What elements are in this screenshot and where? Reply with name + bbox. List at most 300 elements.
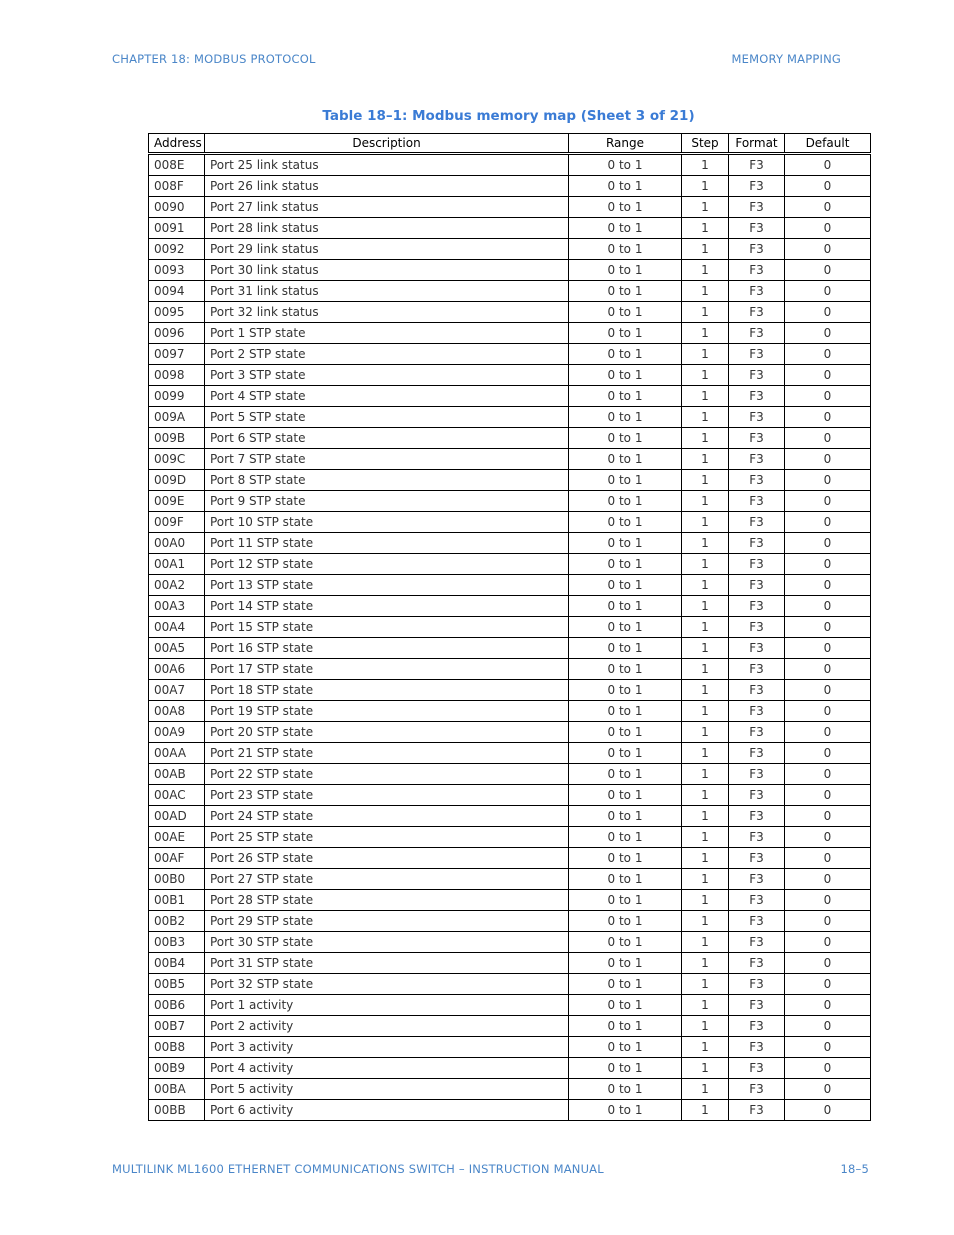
step-cell: 1 xyxy=(682,1079,729,1100)
table-row xyxy=(149,890,871,911)
address-cell: 008E xyxy=(149,154,205,176)
default-cell: 0 xyxy=(785,1058,871,1079)
range-cell: 0 to 1 xyxy=(569,154,682,176)
address-cell: 0098 xyxy=(149,365,205,386)
default-cell: 0 xyxy=(785,575,871,596)
default-cell: 0 xyxy=(785,281,871,302)
address-cell: 009E xyxy=(149,491,205,512)
table-row xyxy=(149,1079,871,1100)
default-cell: 0 xyxy=(785,407,871,428)
description-cell: Port 6 STP state xyxy=(205,428,569,449)
range-cell: 0 to 1 xyxy=(569,344,682,365)
range-cell: 0 to 1 xyxy=(569,764,682,785)
default-cell: 0 xyxy=(785,974,871,995)
format-cell: F3 xyxy=(729,239,785,260)
column-header-step: Step xyxy=(682,134,729,154)
default-cell: 0 xyxy=(785,470,871,491)
step-cell: 1 xyxy=(682,197,729,218)
column-header-range: Range xyxy=(569,134,682,154)
default-cell: 0 xyxy=(785,911,871,932)
address-cell: 0099 xyxy=(149,386,205,407)
address-cell: 00A4 xyxy=(149,617,205,638)
table-row xyxy=(149,659,871,680)
description-cell: Port 31 STP state xyxy=(205,953,569,974)
default-cell: 0 xyxy=(785,428,871,449)
address-cell: 00AC xyxy=(149,785,205,806)
default-cell: 0 xyxy=(785,743,871,764)
format-cell: F3 xyxy=(729,533,785,554)
range-cell: 0 to 1 xyxy=(569,197,682,218)
format-cell: F3 xyxy=(729,743,785,764)
range-cell: 0 to 1 xyxy=(569,323,682,344)
step-cell: 1 xyxy=(682,386,729,407)
table-row xyxy=(149,974,871,995)
range-cell: 0 to 1 xyxy=(569,239,682,260)
page-number: 18–5 xyxy=(840,1162,869,1176)
default-cell: 0 xyxy=(785,512,871,533)
step-cell: 1 xyxy=(682,743,729,764)
step-cell: 1 xyxy=(682,827,729,848)
table-row xyxy=(149,848,871,869)
description-cell: Port 26 STP state xyxy=(205,848,569,869)
step-cell: 1 xyxy=(682,154,729,176)
format-cell: F3 xyxy=(729,428,785,449)
default-cell: 0 xyxy=(785,596,871,617)
format-cell: F3 xyxy=(729,1100,785,1121)
range-cell: 0 to 1 xyxy=(569,302,682,323)
table-row xyxy=(149,1058,871,1079)
address-cell: 0095 xyxy=(149,302,205,323)
default-cell: 0 xyxy=(785,1037,871,1058)
range-cell: 0 to 1 xyxy=(569,617,682,638)
format-cell: F3 xyxy=(729,785,785,806)
range-cell: 0 to 1 xyxy=(569,512,682,533)
column-header-default: Default xyxy=(785,134,871,154)
format-cell: F3 xyxy=(729,470,785,491)
table-row xyxy=(149,281,871,302)
default-cell: 0 xyxy=(785,154,871,176)
description-cell: Port 17 STP state xyxy=(205,659,569,680)
step-cell: 1 xyxy=(682,995,729,1016)
description-cell: Port 1 activity xyxy=(205,995,569,1016)
format-cell: F3 xyxy=(729,218,785,239)
default-cell: 0 xyxy=(785,197,871,218)
step-cell: 1 xyxy=(682,785,729,806)
range-cell: 0 to 1 xyxy=(569,218,682,239)
step-cell: 1 xyxy=(682,953,729,974)
address-cell: 0094 xyxy=(149,281,205,302)
format-cell: F3 xyxy=(729,281,785,302)
description-cell: Port 32 link status xyxy=(205,302,569,323)
table-row xyxy=(149,575,871,596)
address-cell: 00B4 xyxy=(149,953,205,974)
default-cell: 0 xyxy=(785,260,871,281)
description-cell: Port 30 STP state xyxy=(205,932,569,953)
table-row xyxy=(149,386,871,407)
description-cell: Port 9 STP state xyxy=(205,491,569,512)
address-cell: 0096 xyxy=(149,323,205,344)
format-cell: F3 xyxy=(729,617,785,638)
format-cell: F3 xyxy=(729,323,785,344)
default-cell: 0 xyxy=(785,680,871,701)
format-cell: F3 xyxy=(729,596,785,617)
address-cell: 00AB xyxy=(149,764,205,785)
format-cell: F3 xyxy=(729,869,785,890)
step-cell: 1 xyxy=(682,722,729,743)
step-cell: 1 xyxy=(682,848,729,869)
default-cell: 0 xyxy=(785,659,871,680)
table-row xyxy=(149,260,871,281)
description-cell: Port 30 link status xyxy=(205,260,569,281)
description-cell: Port 23 STP state xyxy=(205,785,569,806)
address-cell: 00B5 xyxy=(149,974,205,995)
default-cell: 0 xyxy=(785,848,871,869)
step-cell: 1 xyxy=(682,806,729,827)
default-cell: 0 xyxy=(785,1079,871,1100)
address-cell: 00B7 xyxy=(149,1016,205,1037)
address-cell: 00BA xyxy=(149,1079,205,1100)
description-cell: Port 27 STP state xyxy=(205,869,569,890)
table-row xyxy=(149,827,871,848)
description-cell: Port 6 activity xyxy=(205,1100,569,1121)
format-cell: F3 xyxy=(729,722,785,743)
range-cell: 0 to 1 xyxy=(569,365,682,386)
description-cell: Port 16 STP state xyxy=(205,638,569,659)
default-cell: 0 xyxy=(785,806,871,827)
step-cell: 1 xyxy=(682,764,729,785)
description-cell: Port 21 STP state xyxy=(205,743,569,764)
range-cell: 0 to 1 xyxy=(569,1037,682,1058)
format-cell: F3 xyxy=(729,911,785,932)
address-cell: 00A6 xyxy=(149,659,205,680)
format-cell: F3 xyxy=(729,701,785,722)
address-cell: 00B0 xyxy=(149,869,205,890)
range-cell: 0 to 1 xyxy=(569,554,682,575)
manual-title-footer: MULTILINK ML1600 ETHERNET COMMUNICATIONS SWITCH – INSTRUCTION MANUAL xyxy=(112,1162,604,1176)
description-cell: Port 5 STP state xyxy=(205,407,569,428)
step-cell: 1 xyxy=(682,1037,729,1058)
step-cell: 1 xyxy=(682,239,729,260)
description-cell: Port 28 link status xyxy=(205,218,569,239)
default-cell: 0 xyxy=(785,386,871,407)
format-cell: F3 xyxy=(729,974,785,995)
step-cell: 1 xyxy=(682,932,729,953)
default-cell: 0 xyxy=(785,764,871,785)
format-cell: F3 xyxy=(729,638,785,659)
step-cell: 1 xyxy=(682,659,729,680)
format-cell: F3 xyxy=(729,932,785,953)
description-cell: Port 14 STP state xyxy=(205,596,569,617)
address-cell: 00AE xyxy=(149,827,205,848)
description-cell: Port 28 STP state xyxy=(205,890,569,911)
table-row xyxy=(149,407,871,428)
address-cell: 0097 xyxy=(149,344,205,365)
table-row xyxy=(149,302,871,323)
step-cell: 1 xyxy=(682,554,729,575)
description-cell: Port 18 STP state xyxy=(205,680,569,701)
address-cell: 00B9 xyxy=(149,1058,205,1079)
range-cell: 0 to 1 xyxy=(569,491,682,512)
format-cell: F3 xyxy=(729,1016,785,1037)
address-cell: 009F xyxy=(149,512,205,533)
step-cell: 1 xyxy=(682,1016,729,1037)
format-cell: F3 xyxy=(729,197,785,218)
address-cell: 00BB xyxy=(149,1100,205,1121)
range-cell: 0 to 1 xyxy=(569,533,682,554)
format-cell: F3 xyxy=(729,554,785,575)
description-cell: Port 12 STP state xyxy=(205,554,569,575)
step-cell: 1 xyxy=(682,575,729,596)
address-cell: 00B8 xyxy=(149,1037,205,1058)
range-cell: 0 to 1 xyxy=(569,176,682,197)
address-cell: 00A1 xyxy=(149,554,205,575)
step-cell: 1 xyxy=(682,302,729,323)
step-cell: 1 xyxy=(682,1100,729,1121)
table-row xyxy=(149,365,871,386)
table-row xyxy=(149,512,871,533)
table-row xyxy=(149,449,871,470)
description-cell: Port 29 STP state xyxy=(205,911,569,932)
address-cell: 0092 xyxy=(149,239,205,260)
description-cell: Port 11 STP state xyxy=(205,533,569,554)
default-cell: 0 xyxy=(785,449,871,470)
format-cell: F3 xyxy=(729,659,785,680)
description-cell: Port 4 activity xyxy=(205,1058,569,1079)
table-row xyxy=(149,764,871,785)
step-cell: 1 xyxy=(682,260,729,281)
step-cell: 1 xyxy=(682,533,729,554)
step-cell: 1 xyxy=(682,1058,729,1079)
table-row xyxy=(149,995,871,1016)
description-cell: Port 13 STP state xyxy=(205,575,569,596)
description-cell: Port 32 STP state xyxy=(205,974,569,995)
default-cell: 0 xyxy=(785,785,871,806)
default-cell: 0 xyxy=(785,365,871,386)
address-cell: 00A0 xyxy=(149,533,205,554)
format-cell: F3 xyxy=(729,449,785,470)
description-cell: Port 2 activity xyxy=(205,1016,569,1037)
address-cell: 00AA xyxy=(149,743,205,764)
default-cell: 0 xyxy=(785,491,871,512)
format-cell: F3 xyxy=(729,386,785,407)
step-cell: 1 xyxy=(682,596,729,617)
step-cell: 1 xyxy=(682,617,729,638)
table-row xyxy=(149,239,871,260)
range-cell: 0 to 1 xyxy=(569,1016,682,1037)
address-cell: 008F xyxy=(149,176,205,197)
range-cell: 0 to 1 xyxy=(569,806,682,827)
default-cell: 0 xyxy=(785,869,871,890)
format-cell: F3 xyxy=(729,575,785,596)
default-cell: 0 xyxy=(785,701,871,722)
address-cell: 009D xyxy=(149,470,205,491)
default-cell: 0 xyxy=(785,533,871,554)
step-cell: 1 xyxy=(682,638,729,659)
format-cell: F3 xyxy=(729,764,785,785)
step-cell: 1 xyxy=(682,365,729,386)
default-cell: 0 xyxy=(785,890,871,911)
step-cell: 1 xyxy=(682,491,729,512)
address-cell: 00B1 xyxy=(149,890,205,911)
step-cell: 1 xyxy=(682,911,729,932)
format-cell: F3 xyxy=(729,407,785,428)
default-cell: 0 xyxy=(785,638,871,659)
step-cell: 1 xyxy=(682,428,729,449)
description-cell: Port 29 link status xyxy=(205,239,569,260)
address-cell: 00B6 xyxy=(149,995,205,1016)
range-cell: 0 to 1 xyxy=(569,470,682,491)
description-cell: Port 25 STP state xyxy=(205,827,569,848)
address-cell: 00B3 xyxy=(149,932,205,953)
step-cell: 1 xyxy=(682,218,729,239)
table-row xyxy=(149,1100,871,1121)
description-cell: Port 3 activity xyxy=(205,1037,569,1058)
format-cell: F3 xyxy=(729,154,785,176)
format-cell: F3 xyxy=(729,827,785,848)
default-cell: 0 xyxy=(785,617,871,638)
table-row xyxy=(149,554,871,575)
range-cell: 0 to 1 xyxy=(569,428,682,449)
range-cell: 0 to 1 xyxy=(569,869,682,890)
range-cell: 0 to 1 xyxy=(569,722,682,743)
table-row xyxy=(149,617,871,638)
description-cell: Port 27 link status xyxy=(205,197,569,218)
format-cell: F3 xyxy=(729,1058,785,1079)
table-row xyxy=(149,638,871,659)
format-cell: F3 xyxy=(729,1079,785,1100)
table-row xyxy=(149,722,871,743)
table-row xyxy=(149,197,871,218)
step-cell: 1 xyxy=(682,344,729,365)
format-cell: F3 xyxy=(729,491,785,512)
step-cell: 1 xyxy=(682,701,729,722)
default-cell: 0 xyxy=(785,1100,871,1121)
description-cell: Port 20 STP state xyxy=(205,722,569,743)
range-cell: 0 to 1 xyxy=(569,680,682,701)
table-row xyxy=(149,680,871,701)
table-row xyxy=(149,470,871,491)
default-cell: 0 xyxy=(785,953,871,974)
format-cell: F3 xyxy=(729,806,785,827)
description-cell: Port 8 STP state xyxy=(205,470,569,491)
step-cell: 1 xyxy=(682,449,729,470)
step-cell: 1 xyxy=(682,281,729,302)
format-cell: F3 xyxy=(729,995,785,1016)
table-row xyxy=(149,596,871,617)
table-row xyxy=(149,323,871,344)
default-cell: 0 xyxy=(785,1016,871,1037)
range-cell: 0 to 1 xyxy=(569,260,682,281)
step-cell: 1 xyxy=(682,869,729,890)
address-cell: 00AD xyxy=(149,806,205,827)
table-row xyxy=(149,533,871,554)
chapter-header: CHAPTER 18: MODBUS PROTOCOL xyxy=(112,52,316,66)
description-cell: Port 3 STP state xyxy=(205,365,569,386)
range-cell: 0 to 1 xyxy=(569,1100,682,1121)
address-cell: 009B xyxy=(149,428,205,449)
address-cell: 00A2 xyxy=(149,575,205,596)
default-cell: 0 xyxy=(785,827,871,848)
address-cell: 00B2 xyxy=(149,911,205,932)
default-cell: 0 xyxy=(785,344,871,365)
table-row xyxy=(149,911,871,932)
default-cell: 0 xyxy=(785,554,871,575)
default-cell: 0 xyxy=(785,932,871,953)
step-cell: 1 xyxy=(682,890,729,911)
format-cell: F3 xyxy=(729,344,785,365)
table-row xyxy=(149,1016,871,1037)
range-cell: 0 to 1 xyxy=(569,995,682,1016)
table-row xyxy=(149,743,871,764)
range-cell: 0 to 1 xyxy=(569,974,682,995)
format-cell: F3 xyxy=(729,176,785,197)
step-cell: 1 xyxy=(682,512,729,533)
table-row xyxy=(149,701,871,722)
format-cell: F3 xyxy=(729,260,785,281)
description-cell: Port 26 link status xyxy=(205,176,569,197)
default-cell: 0 xyxy=(785,218,871,239)
range-cell: 0 to 1 xyxy=(569,785,682,806)
column-header-address: Address xyxy=(149,134,205,154)
range-cell: 0 to 1 xyxy=(569,932,682,953)
description-cell: Port 10 STP state xyxy=(205,512,569,533)
address-cell: 00A7 xyxy=(149,680,205,701)
address-cell: 0091 xyxy=(149,218,205,239)
table-row xyxy=(149,176,871,197)
column-header-description: Description xyxy=(205,134,569,154)
format-cell: F3 xyxy=(729,890,785,911)
step-cell: 1 xyxy=(682,974,729,995)
table-row xyxy=(149,806,871,827)
table-row xyxy=(149,953,871,974)
table-row xyxy=(149,785,871,806)
range-cell: 0 to 1 xyxy=(569,638,682,659)
range-cell: 0 to 1 xyxy=(569,596,682,617)
format-cell: F3 xyxy=(729,953,785,974)
address-cell: 009A xyxy=(149,407,205,428)
range-cell: 0 to 1 xyxy=(569,575,682,596)
range-cell: 0 to 1 xyxy=(569,890,682,911)
description-cell: Port 7 STP state xyxy=(205,449,569,470)
format-cell: F3 xyxy=(729,1037,785,1058)
format-cell: F3 xyxy=(729,680,785,701)
section-header: MEMORY MAPPING xyxy=(731,52,841,66)
format-cell: F3 xyxy=(729,302,785,323)
step-cell: 1 xyxy=(682,680,729,701)
table-row xyxy=(149,428,871,449)
address-cell: 0093 xyxy=(149,260,205,281)
default-cell: 0 xyxy=(785,323,871,344)
range-cell: 0 to 1 xyxy=(569,953,682,974)
address-cell: 00A8 xyxy=(149,701,205,722)
description-cell: Port 5 activity xyxy=(205,1079,569,1100)
format-cell: F3 xyxy=(729,512,785,533)
format-cell: F3 xyxy=(729,365,785,386)
table-row xyxy=(149,218,871,239)
range-cell: 0 to 1 xyxy=(569,659,682,680)
default-cell: 0 xyxy=(785,239,871,260)
modbus-memory-map-table xyxy=(148,133,871,1121)
default-cell: 0 xyxy=(785,176,871,197)
description-cell: Port 19 STP state xyxy=(205,701,569,722)
range-cell: 0 to 1 xyxy=(569,827,682,848)
description-cell: Port 31 link status xyxy=(205,281,569,302)
table-row xyxy=(149,869,871,890)
address-cell: 00AF xyxy=(149,848,205,869)
address-cell: 00A3 xyxy=(149,596,205,617)
address-cell: 009C xyxy=(149,449,205,470)
table-row xyxy=(149,1037,871,1058)
